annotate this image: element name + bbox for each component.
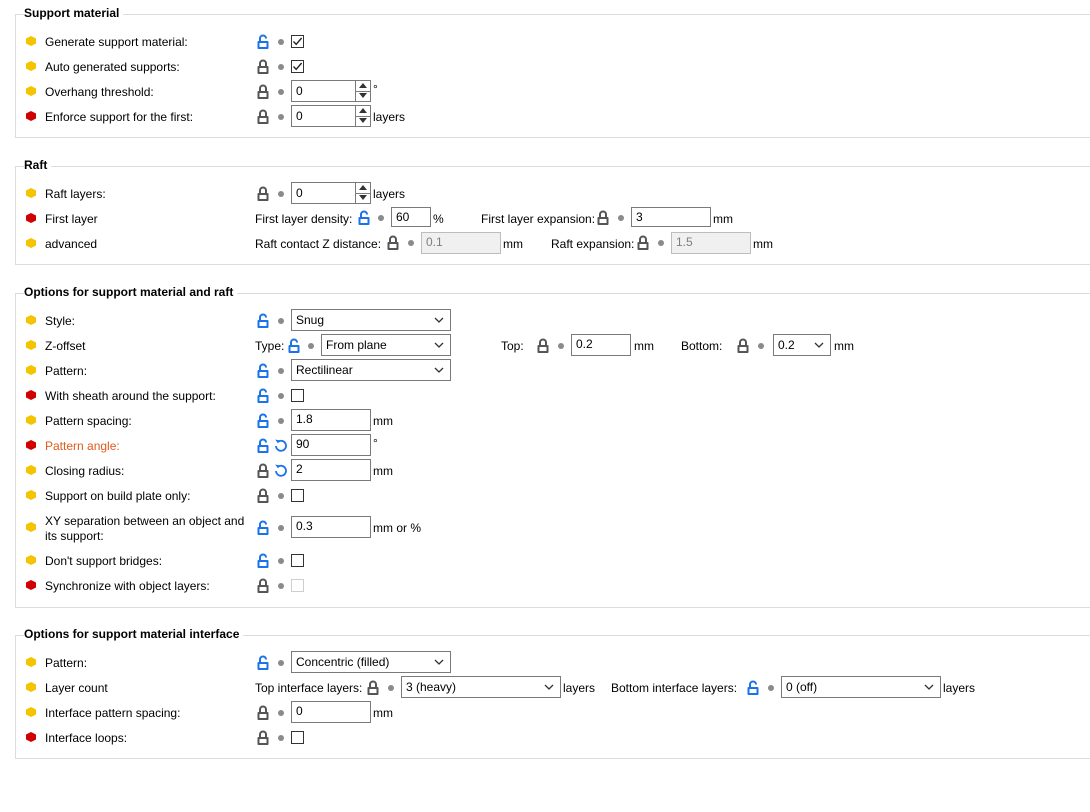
xy-separation-label-line1: XY separation between an object and	[45, 514, 245, 528]
spinner-value: 0	[296, 109, 303, 123]
unlocked-icon[interactable]	[256, 363, 270, 379]
interface-spacing-unit: mm	[373, 706, 393, 720]
overhang-threshold-spinner[interactable]	[291, 80, 371, 102]
unlocked-icon[interactable]	[287, 338, 301, 354]
no-bridges-checkbox[interactable]	[291, 554, 304, 567]
raft-expansion-input[interactable]: 1.5	[671, 232, 751, 254]
locked-icon[interactable]	[256, 84, 270, 100]
no-bridges-label: Don't support bridges:	[45, 554, 163, 568]
first-layer-density-unit: %	[433, 212, 444, 226]
chevron-down-icon	[434, 658, 444, 666]
zoffset-top-label: Top:	[501, 339, 524, 353]
zoffset-type-label: Type:	[255, 339, 285, 353]
undo-arrow-icon[interactable]	[274, 438, 288, 452]
chevron-down-icon	[434, 316, 444, 324]
zoffset-bottom-unit: mm	[834, 339, 854, 353]
xy-separation-unit: mm or %	[373, 521, 421, 535]
locked-icon[interactable]	[256, 578, 270, 594]
bottom-interface-layers-unit: layers	[943, 681, 976, 695]
spinner-value: 0	[296, 84, 303, 98]
interface-spacing-label: Interface pattern spacing:	[45, 706, 181, 720]
pattern-dropdown[interactable]	[291, 359, 451, 381]
interface-spacing-input[interactable]: 0	[291, 701, 371, 723]
bottom-interface-layers-label: Bottom interface layers:	[611, 681, 738, 695]
default-dot-icon	[408, 240, 414, 246]
layer-count-label: Layer count	[45, 681, 108, 695]
default-dot-icon	[278, 493, 284, 499]
default-dot-icon	[278, 114, 284, 120]
locked-icon[interactable]	[536, 338, 550, 354]
overhang-threshold-label: Overhang threshold:	[45, 85, 154, 99]
default-dot-icon	[278, 393, 284, 399]
closing-radius-label: Closing radius:	[45, 464, 125, 478]
interface-pattern-label: Pattern:	[45, 656, 88, 670]
spinner-buttons[interactable]	[355, 183, 370, 203]
default-dot-icon	[278, 735, 284, 741]
chevron-down-icon	[544, 683, 554, 691]
first-layer-label: First layer	[45, 212, 98, 226]
default-dot-icon	[278, 39, 284, 45]
unlocked-icon[interactable]	[256, 413, 270, 429]
dropdown-value: 0 (off)	[786, 680, 818, 694]
pattern-spacing-input[interactable]: 1.8	[291, 409, 371, 431]
auto-supports-checkbox[interactable]	[291, 60, 304, 73]
default-dot-icon	[278, 525, 284, 531]
unlocked-icon[interactable]	[357, 210, 371, 226]
raft-layers-spinner[interactable]	[291, 182, 371, 204]
default-dot-icon	[768, 685, 774, 691]
overhang-unit: °	[373, 82, 378, 96]
default-dot-icon	[758, 343, 764, 349]
default-dot-icon	[378, 215, 384, 221]
unlocked-icon[interactable]	[746, 680, 760, 696]
default-dot-icon	[618, 215, 624, 221]
zoffset-type-dropdown[interactable]	[321, 334, 451, 356]
default-dot-icon	[278, 318, 284, 324]
zoffset-top-unit: mm	[634, 339, 654, 353]
default-dot-icon	[388, 685, 394, 691]
chevron-down-icon	[924, 683, 934, 691]
pattern-label: Pattern:	[45, 364, 88, 378]
enforce-unit: layers	[373, 110, 406, 124]
spinner-value: 0	[296, 186, 303, 200]
dropdown-value: Concentric (filled)	[296, 655, 390, 669]
unlocked-icon[interactable]	[256, 520, 270, 536]
first-layer-density-label: First layer density:	[255, 212, 353, 226]
default-dot-icon	[278, 583, 284, 589]
locked-icon[interactable]	[256, 186, 270, 202]
chevron-down-icon	[814, 341, 824, 349]
interface-loops-label: Interface loops:	[45, 731, 128, 745]
default-dot-icon	[278, 89, 284, 95]
raft-layers-unit: layers	[373, 187, 406, 201]
style-dropdown[interactable]	[291, 309, 451, 331]
default-dot-icon	[308, 343, 314, 349]
first-layer-density-input[interactable]: 60	[391, 207, 431, 227]
closing-radius-unit: mm	[373, 464, 393, 478]
locked-icon[interactable]	[256, 705, 270, 721]
raft-contact-z-input[interactable]: 0.1	[421, 232, 501, 254]
default-dot-icon	[278, 558, 284, 564]
default-dot-icon	[278, 191, 284, 197]
raft-layers-label: Raft layers:	[45, 187, 106, 201]
raft-expansion-label: Raft expansion:	[551, 237, 635, 251]
chevron-down-icon	[434, 366, 444, 374]
zoffset-bottom-dropdown[interactable]	[773, 334, 831, 356]
spin-down-icon[interactable]	[356, 193, 370, 203]
interface-pattern-dropdown[interactable]	[291, 651, 451, 673]
locked-icon[interactable]	[596, 210, 610, 226]
raft-contact-z-unit: mm	[503, 237, 523, 251]
locked-icon[interactable]	[256, 109, 270, 125]
pattern-spacing-label: Pattern spacing:	[45, 414, 132, 428]
dropdown-value: From plane	[326, 338, 387, 352]
group-title: Options for support material interface	[24, 627, 243, 641]
spin-down-icon[interactable]	[356, 91, 370, 101]
buildplate-only-label: Support on build plate only:	[45, 489, 191, 503]
pattern-spacing-unit: mm	[373, 414, 393, 428]
advanced-label: advanced	[45, 237, 98, 251]
default-dot-icon	[278, 64, 284, 70]
generate-support-label: Generate support material:	[45, 35, 188, 49]
raft-expansion-unit: mm	[753, 237, 773, 251]
spin-down-icon[interactable]	[356, 116, 370, 126]
style-label: Style:	[45, 314, 76, 328]
unlocked-icon[interactable]	[256, 313, 270, 329]
locked-icon[interactable]	[256, 59, 270, 75]
top-interface-layers-unit: layers	[563, 681, 596, 695]
zoffset-label: Z-offset	[45, 339, 86, 353]
pattern-angle-label: Pattern angle:	[45, 439, 120, 453]
dropdown-value: 0.2	[778, 338, 795, 352]
enforce-support-label: Enforce support for the first:	[45, 110, 194, 124]
unlocked-icon[interactable]	[256, 388, 270, 404]
spinner-buttons[interactable]	[355, 81, 370, 101]
interface-loops-checkbox[interactable]	[291, 731, 304, 744]
locked-icon[interactable]	[386, 235, 400, 251]
xy-separation-label-line2: its support:	[45, 529, 104, 543]
undo-arrow-icon[interactable]	[274, 463, 288, 477]
zoffset-top-input[interactable]: 0.2	[571, 334, 631, 356]
locked-icon[interactable]	[736, 338, 750, 354]
top-interface-layers-dropdown[interactable]	[401, 676, 561, 698]
pattern-angle-input[interactable]: 90	[291, 434, 371, 456]
group-support-options	[15, 285, 1090, 608]
sheath-label: With sheath around the support:	[45, 389, 216, 403]
unlocked-icon[interactable]	[256, 438, 270, 454]
closing-radius-input[interactable]: 2	[291, 459, 371, 481]
dropdown-value: 3 (heavy)	[406, 680, 457, 694]
default-dot-icon	[278, 710, 284, 716]
zoffset-bottom-label: Bottom:	[681, 339, 723, 353]
default-dot-icon	[558, 343, 564, 349]
locked-icon[interactable]	[256, 463, 270, 479]
locked-icon[interactable]	[256, 730, 270, 746]
enforce-support-spinner[interactable]	[291, 105, 371, 127]
default-dot-icon	[278, 418, 284, 424]
unlocked-icon[interactable]	[256, 553, 270, 569]
sheath-checkbox[interactable]	[291, 389, 304, 402]
dropdown-value: Snug	[296, 313, 325, 327]
first-layer-expansion-input[interactable]: 3	[631, 207, 711, 227]
buildplate-only-checkbox[interactable]	[291, 489, 304, 502]
bottom-interface-layers-dropdown[interactable]	[781, 676, 941, 698]
default-dot-icon	[278, 368, 284, 374]
unlocked-icon[interactable]	[256, 655, 270, 671]
locked-icon[interactable]	[636, 235, 650, 251]
xy-separation-input[interactable]: 0.3	[291, 516, 371, 538]
first-layer-expansion-label: First layer expansion:	[481, 212, 596, 226]
default-dot-icon	[658, 240, 664, 246]
group-title: Raft	[24, 158, 51, 172]
group-title: Support material	[24, 6, 123, 20]
dropdown-value: Rectilinear	[296, 363, 353, 377]
sync-layers-checkbox[interactable]	[291, 579, 304, 592]
pattern-angle-unit: °	[373, 436, 378, 450]
chevron-down-icon	[434, 341, 444, 349]
generate-support-checkbox[interactable]	[291, 35, 304, 48]
auto-supports-label: Auto generated supports:	[45, 60, 180, 74]
group-title: Options for support material and raft	[24, 285, 237, 299]
top-interface-layers-label: Top interface layers:	[255, 681, 363, 695]
unlocked-icon[interactable]	[256, 34, 270, 50]
first-layer-expansion-unit: mm	[713, 212, 733, 226]
default-dot-icon	[278, 660, 284, 666]
locked-icon[interactable]	[256, 488, 270, 504]
raft-contact-z-label: Raft contact Z distance:	[255, 237, 382, 251]
spinner-buttons[interactable]	[355, 106, 370, 126]
sync-layers-label: Synchronize with object layers:	[45, 579, 210, 593]
locked-icon[interactable]	[366, 680, 380, 696]
